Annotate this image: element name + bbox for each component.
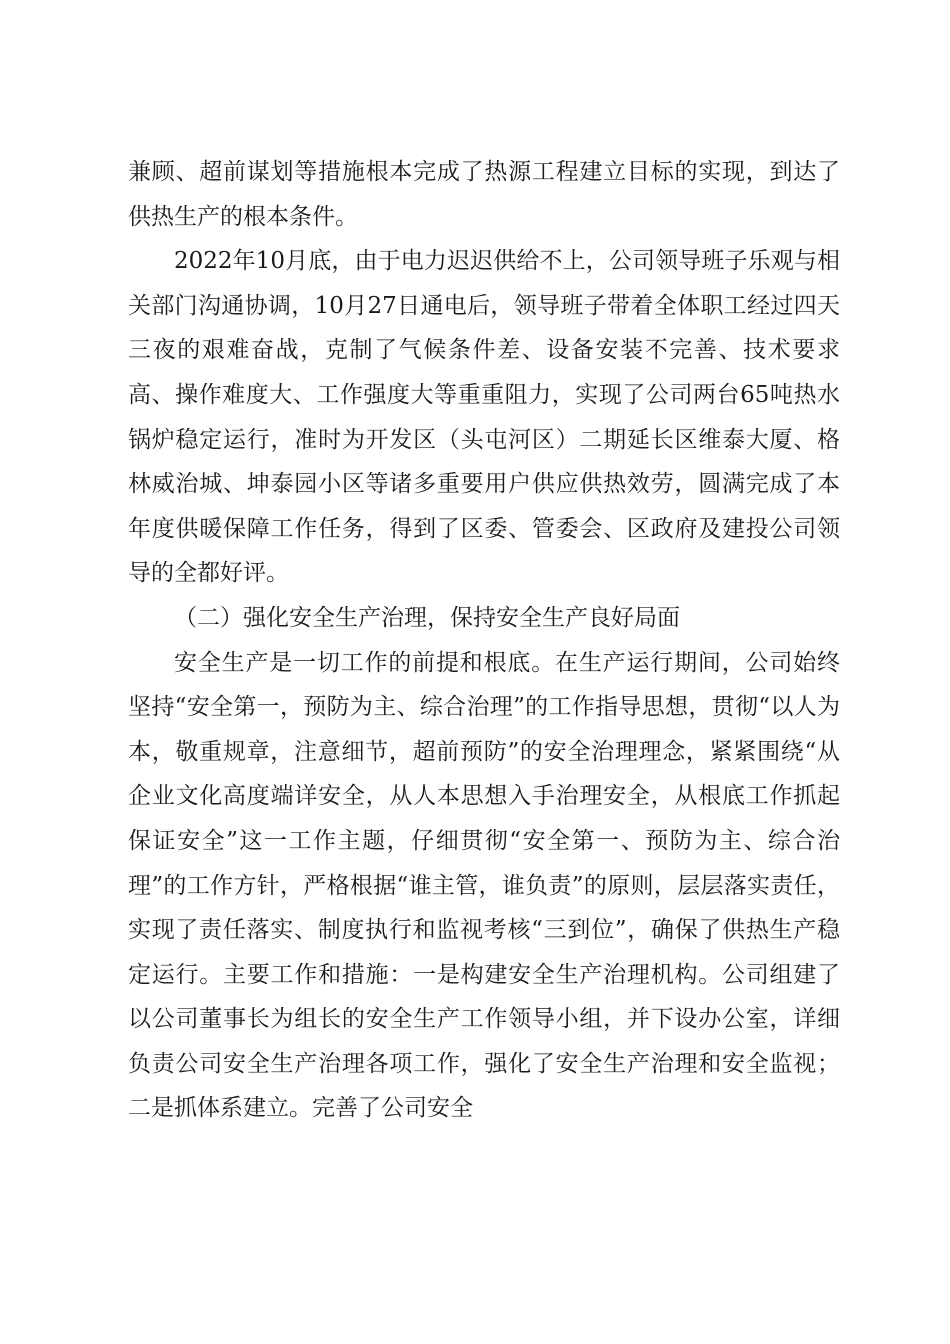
section-heading: （二）强化安全生产治理，保持安全生产良好局面: [174, 604, 680, 631]
document-body: [128, 150, 840, 1131]
paragraph-continuation: 兼顾、超前谋划等措施根本完成了热源工程建立目标的实现，到达了供热生产的根本条件。: [128, 159, 840, 230]
paragraph-safety-production: 安全生产是一切工作的前提和根底。在生产运行期间，公司始终坚持“安全第一，预防为主、综合治理”的工作指导思想，贯彻“以人为本，敬重规章，注意细节，超前预防”的安全治理理念，紧紧围绕“从企业文化高度端详安全，从人本思想入手治理安全，从根底工作抓起保证安全”这一工作主题，仔细贯彻“安全第一、预防为主、综合治理”的工作方针，严格根据“谁主管，谁负责”的原则，层层落实责任，实现了责任落实、制度执行和监视考核“三到位”，确保了供热生产稳定运行。主要工作和措施：一是构建安全生产治理机构。公司组建了以公司董事长为组长的安全生产工作领导小组，并下设办公室，详细负责公司安全生产治理各项工作，强化了安全生产治理和安全监视；二是抓体系建立。完善了公司安全: [128, 649, 840, 1122]
paragraph-heating-project: 2022年10月底，由于电力迟迟供给不上，公司领导班子乐观与相关部门沟通协调，10月27日通电后，领导班子带着全体职工经过四天三夜的艰难奋战，克制了气候条件差、设备安装不完善、技术要求高、操作难度大、工作强度大等重重阻力，实现了公司两台65吨热水锅炉稳定运行，准时为开发区（头屯河区）二期延长区维泰大厦、格林威治城、坤泰园小区等诸多重要用户供应供热效劳，圆满完成了本年度供暖保障工作任务，得到了区委、管委会、区政府及建投公司领导的全都好评。: [128, 248, 840, 587]
